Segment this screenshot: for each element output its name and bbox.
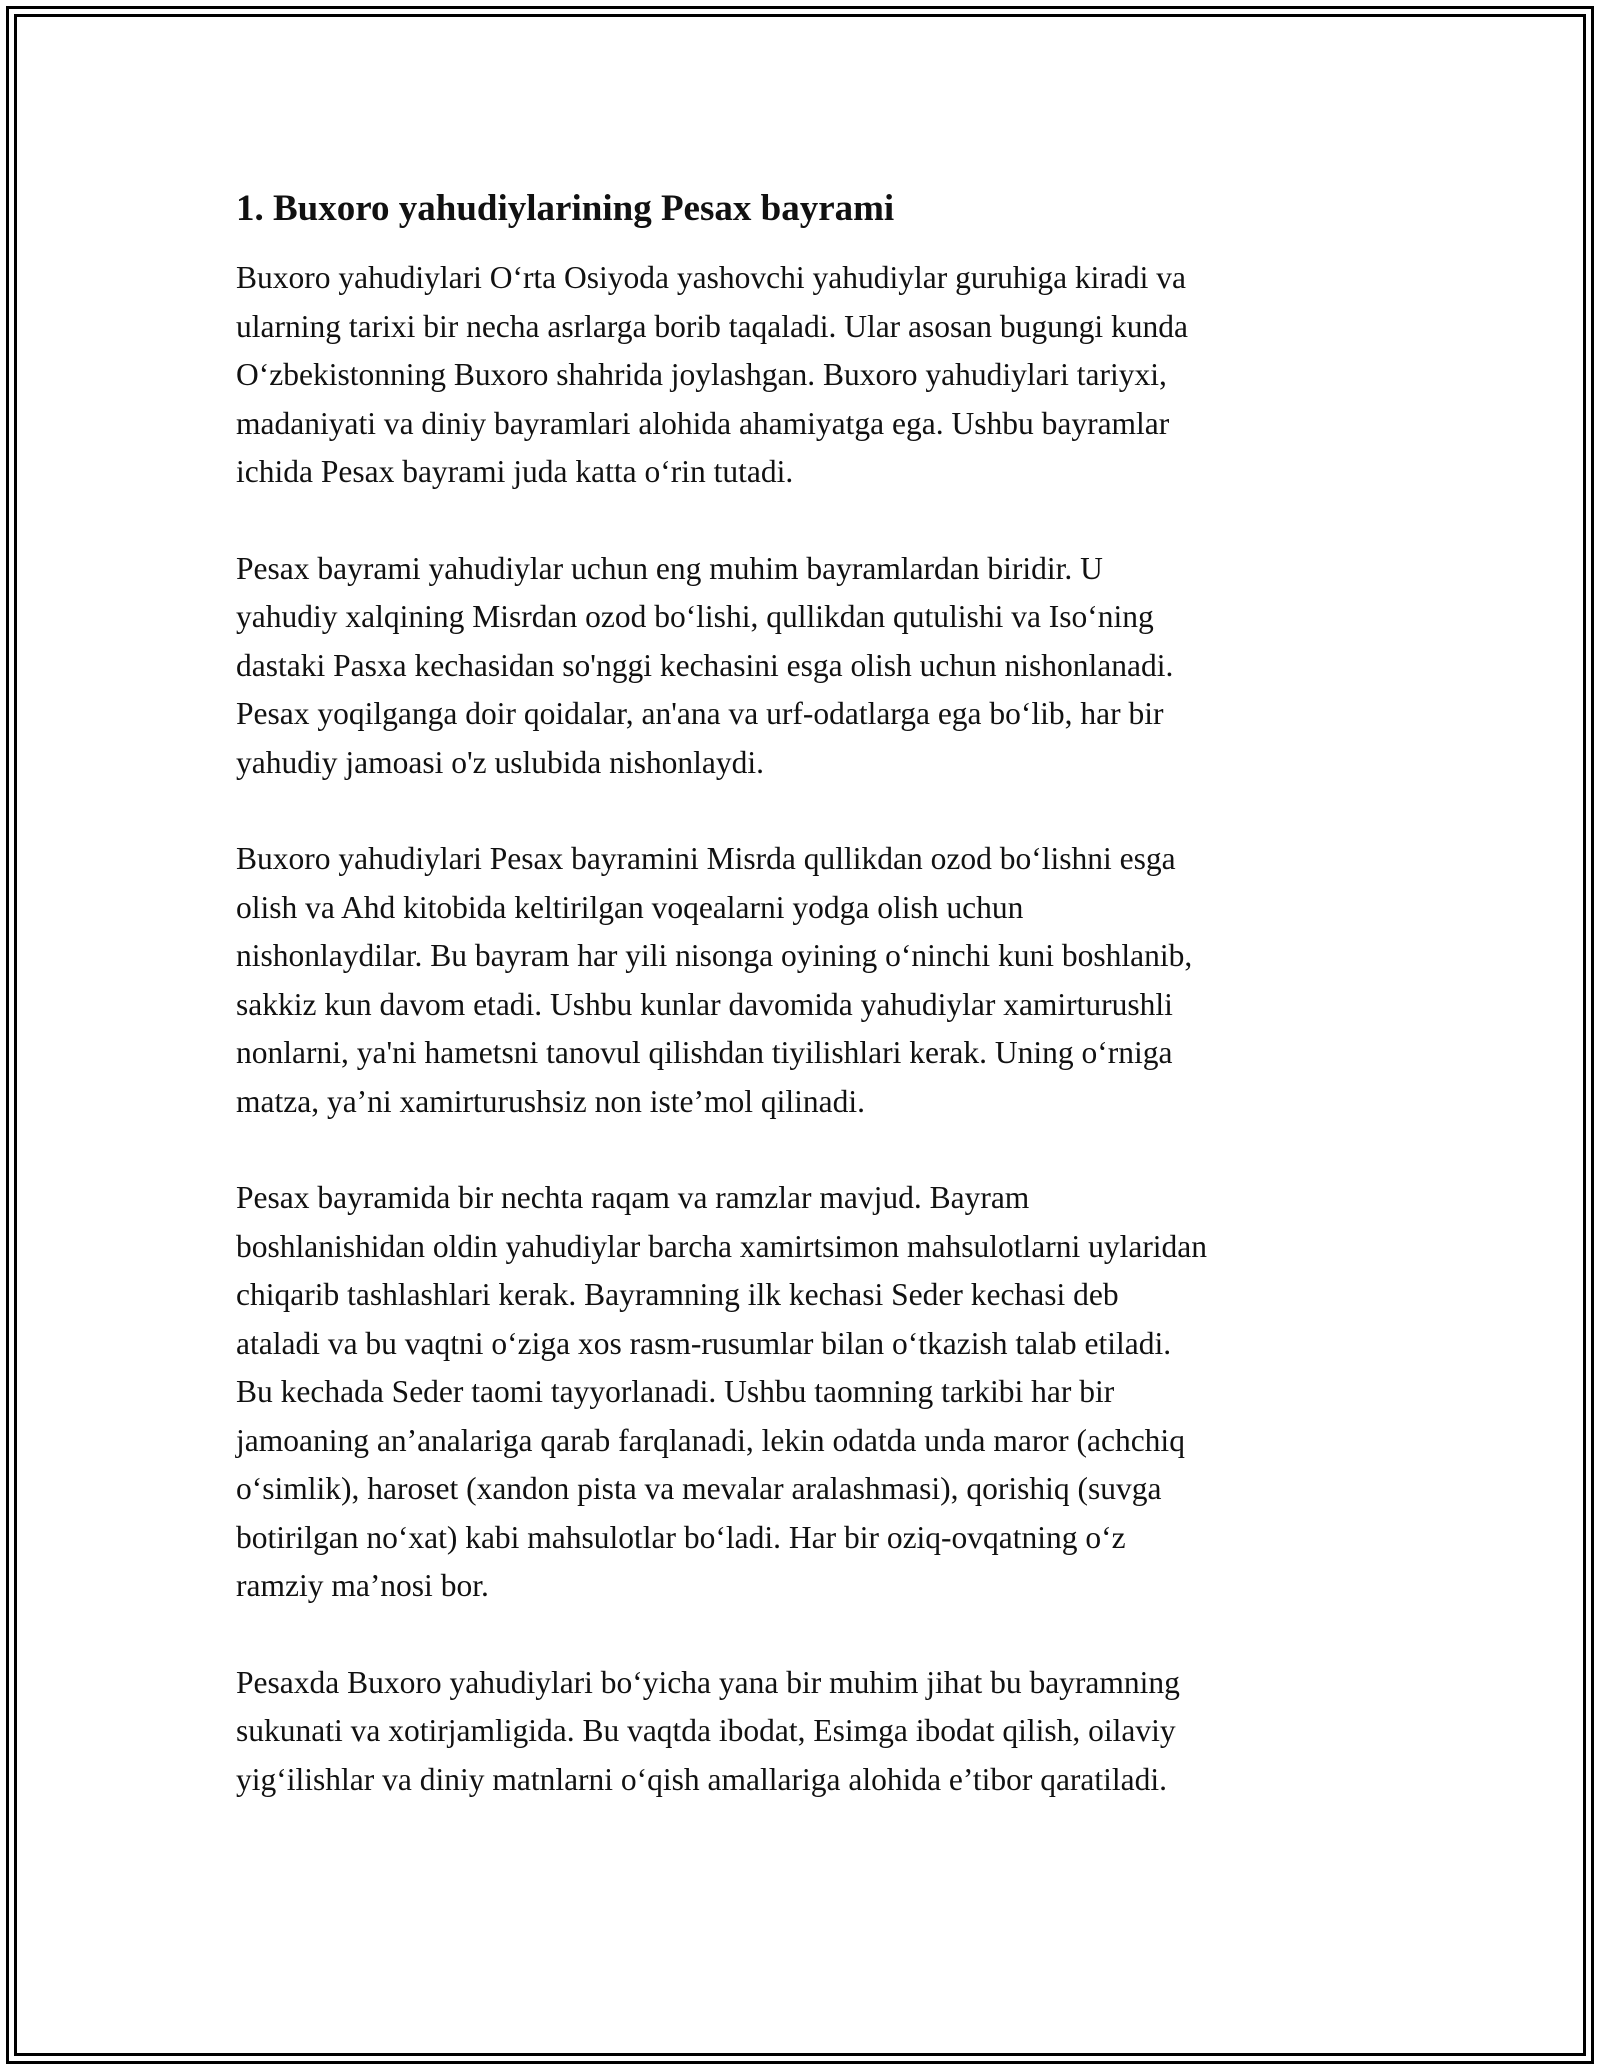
text-line: ichida Pesax bayrami juda katta o‘rin tutadi.: [236, 454, 794, 489]
paragraph-symbols: [236, 1174, 1376, 1611]
text-line: nishonlaydilar. Bu bayram har yili nisonga oyining o‘ninchi kuni boshlanib,: [236, 938, 1193, 973]
text-line: ularning tarixi bir necha asrlarga borib taqaladi. Ular asosan bugungi kunda: [236, 308, 1188, 344]
text-line: Buxoro yahudiylari Pesax bayramini Misrda qullikdan ozod bo‘lishni esga: [236, 841, 1176, 876]
text-line: yig‘ilishlar va diniy matnlarni o‘qish amallariga alohida e’tibor qaratiladi.: [236, 1761, 1168, 1797]
text-line: matza, ya’ni xamirturushsiz non iste’mol qilinadi.: [236, 1083, 865, 1119]
text-line: O‘zbekistonning Buxoro shahrida joylashgan. Buxoro yahudiylari tariyxi,: [236, 357, 1167, 392]
text-line: madaniyati va diniy bayramlari alohida ahamiyatga ega. Ushbu bayramlar: [236, 405, 1170, 441]
text-line: Buxoro yahudiylari O‘rta Osiyoda yashovchi yahudiylar guruhiga kiradi va: [236, 260, 1187, 295]
paragraph-intro: [236, 254, 1376, 497]
text-line: botirilgan no‘xat) kabi mahsulotlar bo‘ladi. Har bir oziq-ovqatning o‘z: [236, 1519, 1126, 1555]
text-line: ramziy ma’nosi bor.: [236, 1568, 489, 1603]
paragraph-significance: [236, 545, 1376, 788]
paragraph-conclusion: [236, 1659, 1376, 1805]
text-line: yahudiy xalqining Misrdan ozod bo‘lishi, qullikdan qutulishi va Iso‘ning: [236, 599, 1154, 634]
text-line: ataladi va bu vaqtni o‘ziga xos rasm-rusumlar bilan o‘tkazish talab etiladi.: [236, 1325, 1172, 1361]
text-line: o‘simlik), haroset (xandon pista va mevalar aralashmasi), qorishiq (suvga: [236, 1471, 1162, 1506]
text-line: Pesaxda Buxoro yahudiylari bo‘yicha yana bir muhim jihat bu bayramning: [236, 1664, 1180, 1700]
page-title: 1. Buxoro yahudiylarining Pesax bayrami: [236, 188, 895, 229]
text-line: jamoaning an’analariga qarab farqlanadi, lekin odatda unda maror (achchiq: [236, 1422, 1185, 1458]
document-body: [236, 186, 1376, 1852]
text-line: Pesax bayramida bir nechta raqam va ramzlar mavjud. Bayram: [236, 1180, 1030, 1215]
text-line: nonlarni, ya'ni hametsni tanovul qilishdan tiyilishlari kerak. Uning o‘rniga: [236, 1035, 1173, 1070]
text-line: sukunati va xotirjamligida. Bu vaqtda ibodat, Esimga ibodat qilish, oilaviy: [236, 1713, 1176, 1748]
text-line: yahudiy jamoasi o'z uslubida nishonlaydi.: [236, 744, 764, 780]
text-line: boshlanishidan oldin yahudiylar barcha xamirtsimon mahsulotlarni uylaridan: [236, 1228, 1208, 1264]
text-line: Bu kechada Seder taomi tayyorlanadi. Ushbu taomning tarkibi har bir: [236, 1374, 1115, 1409]
paragraph-celebration: [236, 835, 1376, 1126]
text-line: olish va Ahd kitobida keltirilgan voqealarni yodga olish uchun: [236, 889, 1024, 925]
text-line: Pesax yoqilganga doir qoidalar, an'ana va urf-odatlarga ega bo‘lib, har bir: [236, 696, 1164, 731]
text-line: sakkiz kun davom etadi. Ushbu kunlar davomida yahudiylar xamirturushli: [236, 986, 1173, 1022]
text-line: chiqarib tashlashlari kerak. Bayramning ilk kechasi Seder kechasi deb: [236, 1277, 1119, 1312]
text-line: dastaki Pasxa kechasidan so'nggi kechasini esga olish uchun nishonlanadi.: [236, 647, 1174, 683]
text-line: Pesax bayrami yahudiylar uchun eng muhim bayramlardan biridir. U: [236, 550, 1103, 586]
